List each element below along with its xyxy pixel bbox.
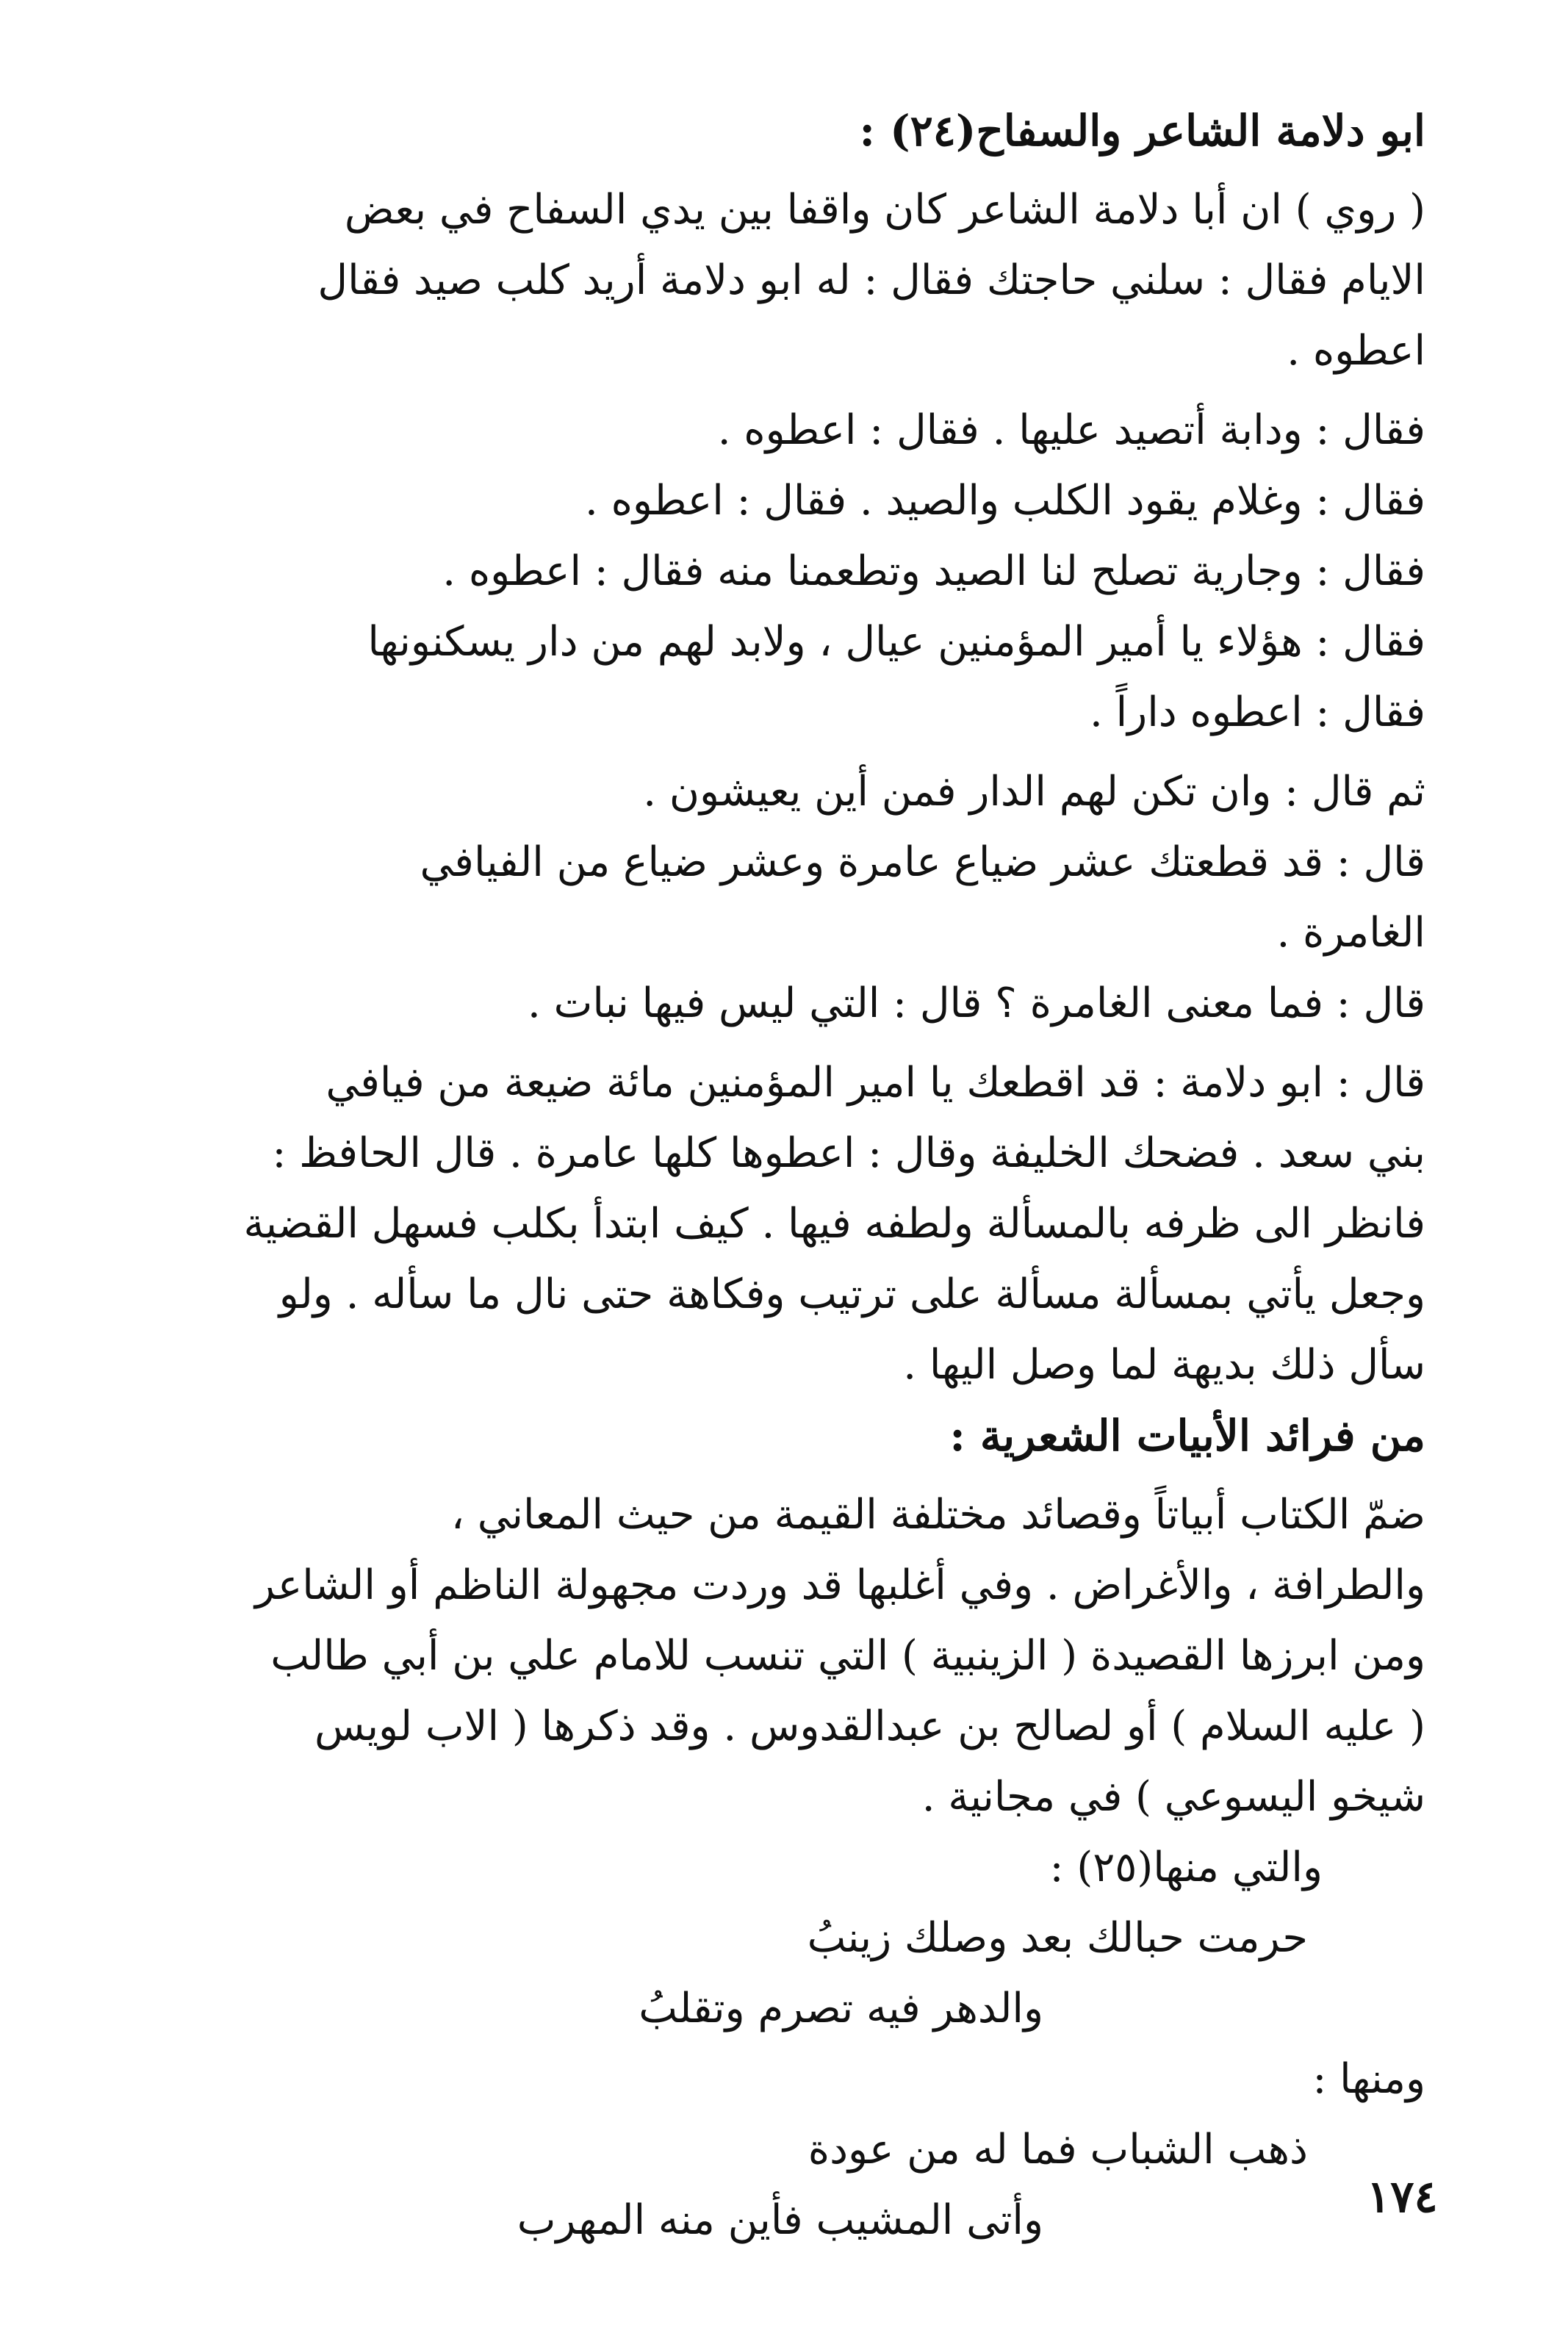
section-heading-poetry: من فرائد الأبيات الشعرية : — [949, 1411, 1425, 1461]
poetry-intro-line: شيخو اليسوعي ) في مجانية . — [921, 1773, 1425, 1821]
dialogue-line: فقال : وجارية تصلح لنا الصيد وتطعمنا منه فقال : اعطوه . — [442, 547, 1425, 595]
poetry-intro-line: ( عليه السلام ) أو لصالح بن عبدالقدوس . وقد ذكرها ( الاب لويس — [314, 1703, 1425, 1750]
verse-1-first-hemistich: حرمت حبالك بعد وصلك زينبُ — [807, 1914, 1308, 1962]
dialogue-line: فقال : اعطوه داراً . — [1090, 689, 1425, 736]
closing-line: قال : ابو دلامة : قد اقطعك يا امير المؤمنين مائة ضيعة من فيافي — [326, 1059, 1425, 1107]
page-number: ١٧٤ — [1367, 2171, 1438, 2223]
dialogue-block-2 — [147, 757, 1425, 1039]
story-line: اعطوه . — [1287, 327, 1425, 375]
dialogue-line: قال : قد قطعتك عشر ضياع عامرة وعشر ضياع من الفيافي — [420, 838, 1425, 886]
closing-line: سأل ذلك بديهة لما وصل اليها . — [903, 1341, 1425, 1389]
dialogue-line: قال : فما معنى الغامرة ؟ قال : التي ليس فيها نبات . — [528, 979, 1425, 1027]
poetry-intro-line: ضمّ الكتاب أبياتاً وقصائد مختلفة القيمة من حيث المعاني ، — [450, 1491, 1425, 1539]
verse-2-first-hemistich: ذهب الشباب فما له من عودة — [808, 2126, 1308, 2174]
closing-line: بني سعد . فضحك الخليفة وقال : اعطوها كلها عامرة . قال الحافظ : — [272, 1129, 1425, 1177]
page-body — [147, 96, 1425, 2256]
poetry-intro-line: ومن ابرزها القصيدة ( الزينبية ) التي تنسب للامام علي بن أبي طالب — [270, 1632, 1425, 1680]
story-paragraph — [147, 175, 1425, 387]
poetry-intro-paragraph — [147, 1480, 1425, 1833]
and-from-it-label: ومنها : — [1312, 2055, 1425, 2103]
verse-1-second-hemistich: والدهر فيه تصرم وتقلبُ — [639, 1985, 1043, 2032]
section-heading-abu-dulama: ابو دلامة الشاعر والسفاح(٢٤) : — [859, 106, 1425, 156]
story-line: ( روي ) ان أبا دلامة الشاعر كان واقفا بين يدي السفاح في بعض — [344, 186, 1425, 234]
dialogue-block — [147, 395, 1425, 748]
dialogue-line: فقال : هؤلاء يا أمير المؤمنين عيال ، ولابد لهم من دار يسكنونها — [367, 618, 1425, 666]
closing-paragraph — [147, 1048, 1425, 1401]
dialogue-line: الغامرة . — [1276, 909, 1425, 957]
dialogue-line: ثم قال : وان تكن لهم الدار فمن أين يعيشون . — [643, 768, 1425, 816]
dialogue-line: فقال : وغلام يقود الكلب والصيد . فقال : اعطوه . — [584, 477, 1425, 525]
closing-line: فانظر الى ظرفه بالمسألة ولطفه فيها . كيف ابتدأ بكلب فسهل القضية — [243, 1200, 1425, 1248]
dialogue-line: فقال : ودابة أتصيد عليها . فقال : اعطوه . — [717, 406, 1425, 454]
verse-2-second-hemistich: وأتى المشيب فأين منه المهرب — [517, 2196, 1043, 2244]
closing-line: وجعل يأتي بمسألة مسألة على ترتيب وفكاهة حتى نال ما سأله . ولو — [278, 1270, 1425, 1318]
story-line: الايام فقال : سلني حاجتك فقال : له ابو دلامة أريد كلب صيد فقال — [317, 256, 1425, 304]
verses-intro: والتي منها(٢٥) : — [1049, 1844, 1323, 1891]
poetry-intro-line: والطرافة ، والأغراض . وفي أغلبها قد وردت مجهولة الناظم أو الشاعر — [254, 1561, 1425, 1609]
